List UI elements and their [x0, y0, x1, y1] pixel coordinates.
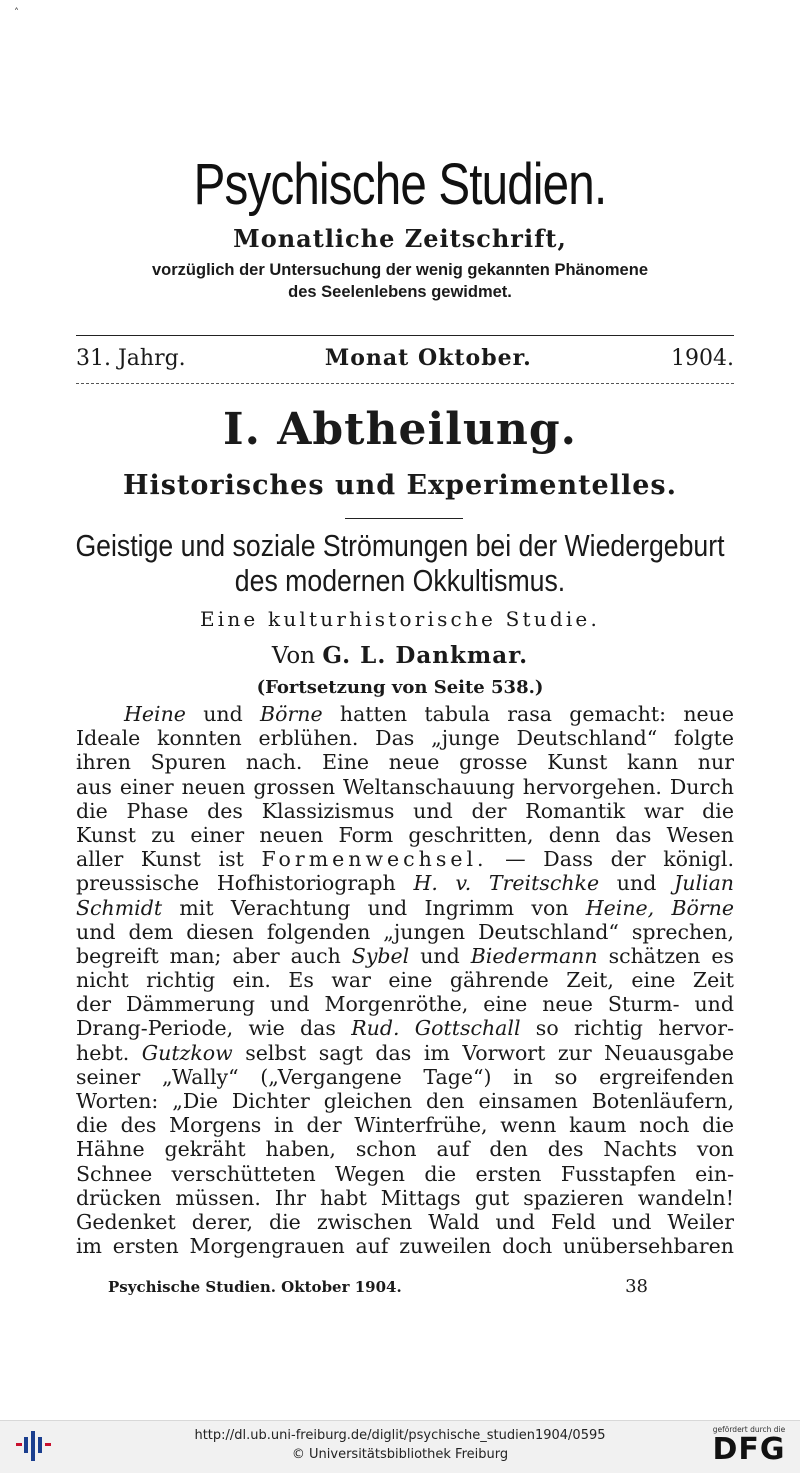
- body-line: hebt. Gutzkow selbst sagt das im Vorwort zur Neuausgabe: [76, 1040, 734, 1065]
- section-subheading: Historisches und Experimentelles.: [122, 470, 678, 501]
- bottom-rule: [76, 383, 734, 384]
- journal-title: Psychische Studien.: [193, 152, 607, 217]
- section-heading: I. Abtheilung.: [223, 404, 577, 455]
- body-line: Kunst zu einer neuen Form geschritten, denn das Wesen: [76, 822, 734, 847]
- page-number: 38: [625, 1276, 648, 1297]
- body-line: die Phase des Klassizismus und der Romantik war die: [76, 798, 734, 823]
- body-line: Schnee verschütteten Wegen die ersten Fusstapfen ein-: [76, 1161, 734, 1186]
- body-line: Heine und Börne hatten tabula rasa gemacht: neue: [124, 702, 734, 726]
- issue-month: Monat Oktober.: [324, 345, 532, 371]
- page-footer: [108, 1276, 648, 1298]
- article-title-line-1: Geistige und soziale Strömungen bei der Wiedergeburt: [75, 528, 725, 563]
- body-line: seiner „Wally“ („Vergangene Tage“) in so ergreifenden: [76, 1064, 734, 1089]
- body-line: der Dämmerung und Morgenröthe, eine neue Sturm- und: [76, 992, 734, 1017]
- body-line: die des Morgens in der Winterfrühe, wenn kaum noch die: [76, 1113, 734, 1138]
- viewer-footer-bar: [0, 1420, 800, 1473]
- issue-year: 1904.: [671, 346, 734, 371]
- dfg-wordmark: DFG: [712, 1432, 786, 1467]
- top-rule: [76, 335, 734, 336]
- body-line: und dem diesen folgenden „jungen Deutschland“ sprechen,: [76, 919, 734, 944]
- body-line: preussische Hofhistoriograph H. v. Treitschke und Julian: [76, 871, 734, 896]
- body-line: Worten: „Die Dichter gleichen den einsamen Botenläufern,: [76, 1089, 734, 1113]
- scan-mark: ˄: [14, 8, 19, 19]
- body-line: im ersten Morgengrauen auf zuweilen doch unübersehbaren: [76, 1234, 734, 1259]
- funding-note: gefördert durch die: [712, 1425, 786, 1434]
- byline: [0, 640, 800, 672]
- article-title: [56, 528, 744, 598]
- masthead: [0, 150, 800, 303]
- byline-prefix: Von: [271, 643, 316, 669]
- journal-subtitle: Monatliche Zeitschrift,: [233, 224, 567, 253]
- body-line: begreift man; aber auch Sybel und Biedermann schätzen es: [76, 943, 734, 968]
- separator-rule: [345, 518, 463, 519]
- author-name: G. L. Dankmar.: [322, 642, 529, 669]
- body-line: nicht richtig ein. Es war eine gährende Zeit, eine Zeit: [76, 968, 734, 993]
- body-line: Hähne gekräht haben, schon auf den des Nachts von: [76, 1137, 734, 1162]
- journal-tagline-2: des Seelenlebens gewidmet.: [288, 283, 512, 301]
- volume: 31. Jahrg.: [76, 346, 186, 371]
- body-line: Drang-Periode, wie das Rud. Gottschall so richtig hervor-: [76, 1016, 734, 1041]
- body-line: drücken müssen. Ihr habt Mittags gut spazieren wandeln!: [76, 1185, 734, 1210]
- dfg-logo[interactable]: [706, 1425, 792, 1466]
- permalink-url[interactable]: http://dl.ub.uni-freiburg.de/diglit/psychische_studien1904/0595: [194, 1428, 606, 1443]
- journal-tagline-1: vorzüglich der Untersuchung der wenig gekannten Phänomene: [152, 261, 648, 279]
- body-line: Schmidt mit Verachtung und Ingrimm von Heine, Börne: [76, 895, 734, 920]
- article-title-line-2: des modernen Okkultismus.: [234, 563, 566, 598]
- running-footer: Psychische Studien. Oktober 1904.: [108, 1278, 402, 1296]
- article-body: [76, 702, 734, 1258]
- body-line: aus einer neuen grossen Weltanschauung hervorgehen. Durch: [76, 774, 734, 799]
- article-subtitle: Eine kulturhistorische Studie.: [199, 607, 601, 631]
- body-line: aller Kunst ist Formenwechsel. — Dass der königl.: [76, 847, 734, 872]
- body-line: ihren Spuren nach. Eine neue grosse Kunst kann nur: [76, 750, 734, 775]
- copyright-notice: © Universitätsbibliothek Freiburg: [291, 1447, 509, 1462]
- body-line: Gedenket derer, die zwischen Wald und Feld und Weiler: [76, 1209, 734, 1234]
- body-line: Ideale konnten erblühen. Das „junge Deutschland“ folgte: [76, 726, 734, 751]
- issue-line: [76, 343, 734, 374]
- continuation-note: (Fortsetzung von Seite 538.): [256, 677, 544, 698]
